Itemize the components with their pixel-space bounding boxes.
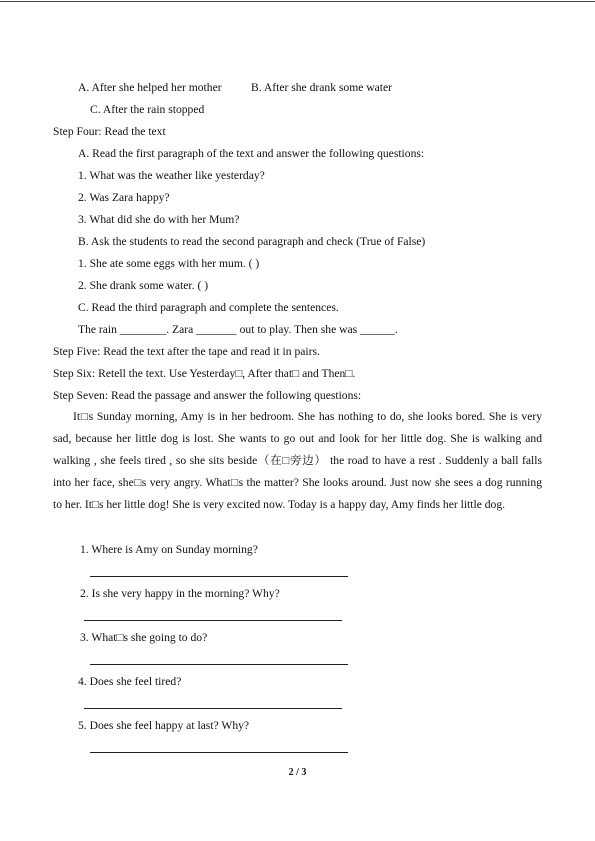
step-six-title: Step Six: Retell the text. Use Yesterday□, After that□ and Then□. (53, 367, 356, 380)
option-c: C. After the rain stopped (90, 103, 205, 116)
step-four-part-a: A. Read the first paragraph of the text and answer the following questions: (78, 147, 425, 160)
answer-line-3 (90, 664, 348, 665)
step-five-title: Step Five: Read the text after the tape and read it in pairs. (53, 345, 320, 358)
option-b: B. After she drank some water (251, 81, 393, 94)
page-number: 2 / 3 (288, 767, 307, 778)
header-rule (0, 1, 595, 2)
reading-passage: It□s Sunday morning, Amy is in her bedroom. She has nothing to do, she looks bored. She is very sad, because her little dog is lost. She wants to go out and look for her little dog. She is walking and walking , she feels tired , so she sits beside（在□旁边） the road to have a rest . Suddenly a ball falls into her face, she□s very angry. What□s the matter? She looks around. Just now she sees a dog running to her. It□s her little dog! She is very excited now. Today is a happy day, Amy finds her little dog. (53, 410, 542, 511)
option-a: A. After she helped her mother (78, 81, 222, 94)
true-false-item-2: 2. She drank some water. ( ) (78, 279, 209, 292)
step-four-title: Step Four: Read the text (53, 125, 166, 138)
true-false-item-1: 1. She ate some eggs with her mum. ( ) (78, 257, 260, 270)
step-seven-title: Step Seven: Read the passage and answer the following questions: (53, 389, 362, 402)
fill-in-sentence: The rain ________. Zara _______ out to play. Then she was ______. (78, 323, 398, 336)
answer-line-2 (84, 620, 342, 621)
step-four-question-1: 1. What was the weather like yesterday? (78, 169, 265, 182)
question-4: 4. Does she feel tired? (78, 675, 182, 688)
answer-line-4 (84, 708, 342, 709)
question-2: 2. Is she very happy in the morning? Why? (80, 587, 280, 600)
question-1: 1. Where is Amy on Sunday morning? (80, 543, 258, 556)
question-3: 3. What□s she going to do? (80, 631, 208, 644)
question-5: 5. Does she feel happy at last? Why? (78, 719, 250, 732)
step-four-part-b: B. Ask the students to read the second paragraph and check (True of False) (78, 235, 426, 248)
step-four-question-2: 2. Was Zara happy? (78, 191, 170, 204)
step-four-question-3: 3. What did she do with her Mum? (78, 213, 240, 226)
answer-line-5 (90, 752, 348, 753)
answer-line-1 (90, 576, 348, 577)
step-four-part-c: C. Read the third paragraph and complete the sentences. (78, 301, 339, 314)
